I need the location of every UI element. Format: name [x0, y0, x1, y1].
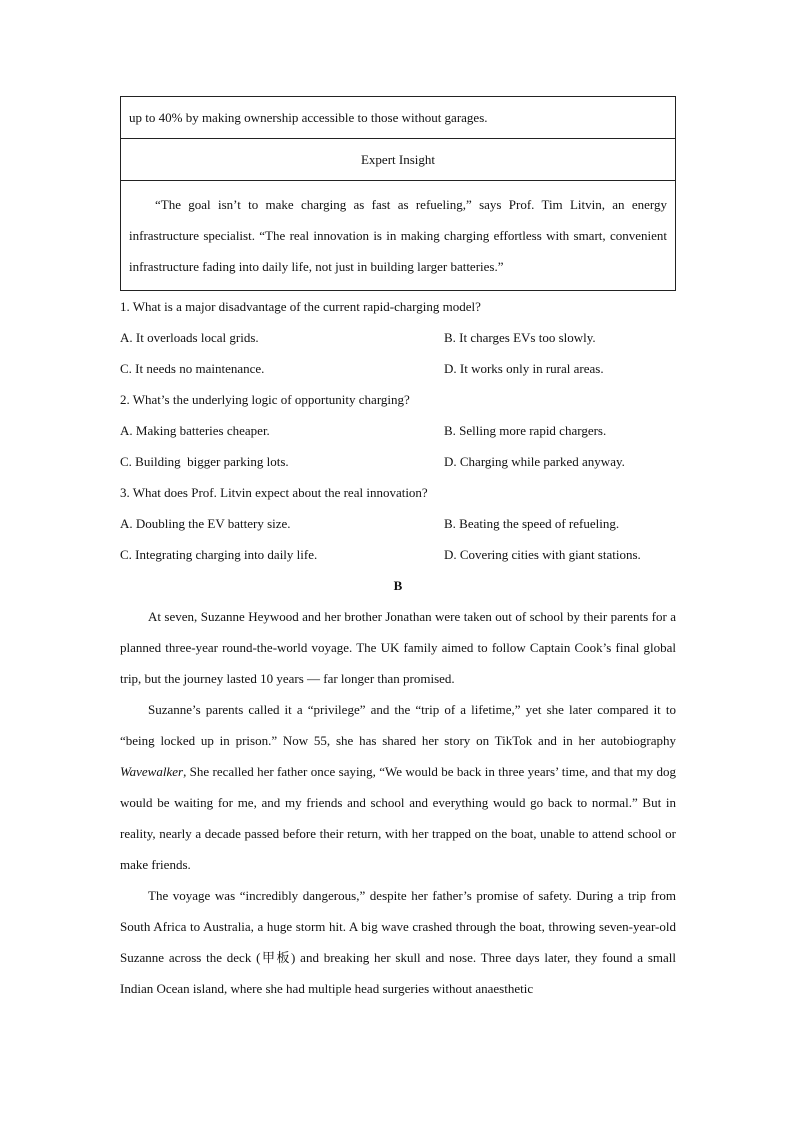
paragraph-3: The voyage was “incredibly dangerous,” despite her father’s promise of safety. During a trip from South Africa to Australia, a huge storm hit. A big wave crashed through the boat, throwing seven-year-old Suzanne across the deck (甲板) and breaking her skull and nose. Three days later, they found a small Indian Ocean island, where she had multiple head surgeries without anaesthetic	[120, 888, 676, 996]
option-row	[120, 446, 676, 477]
question-2	[120, 384, 676, 477]
option-row	[120, 353, 676, 384]
option-c: C. Integrating charging into daily life.	[120, 547, 318, 562]
option-row	[120, 539, 676, 570]
option-row	[120, 415, 676, 446]
option-a: A. It overloads local grids.	[120, 330, 259, 345]
question-list	[120, 291, 676, 570]
option-b: B. It charges EVs too slowly.	[444, 330, 596, 345]
paragraph-2-text: Suzanne’s parents called it a “privilege” and the “trip of a lifetime,” yet she later compared it to “being locked up in prison.” Now 55, she has shared her story on TikTok and in her autobiography	[120, 702, 676, 748]
document-page	[120, 96, 676, 1004]
option-d: D. Covering cities with giant stations.	[444, 547, 641, 562]
option-row	[120, 322, 676, 353]
option-c: C. Building bigger parking lots.	[120, 454, 289, 469]
question-1	[120, 291, 676, 384]
option-a: A. Making batteries cheaper.	[120, 423, 270, 438]
info-table	[120, 96, 676, 291]
expert-quote: “The goal isn’t to make charging as fast as refueling,” says Prof. Tim Litvin, an energy infrastructure specialist. “The real innovation is in making charging effortless with smart, convenient infrastructure fading into daily life, not just in building larger batteries.”	[121, 181, 676, 291]
option-row	[120, 508, 676, 539]
question-stem: 1. What is a major disadvantage of the current rapid-charging model?	[120, 299, 481, 314]
option-a: A. Doubling the EV battery size.	[120, 516, 291, 531]
question-stem: 2. What’s the underlying logic of opportunity charging?	[120, 392, 410, 407]
option-c: C. It needs no maintenance.	[120, 361, 265, 376]
table-row: up to 40% by making ownership accessible to those without garages.	[121, 97, 676, 139]
table-heading: Expert Insight	[121, 139, 676, 181]
option-b: B. Beating the speed of refueling.	[444, 516, 620, 531]
paragraph-2	[120, 694, 676, 880]
option-b: B. Selling more rapid chargers.	[444, 423, 607, 438]
option-d: D. Charging while parked anyway.	[444, 454, 625, 469]
book-title: Wavewalker	[120, 764, 184, 779]
option-d: D. It works only in rural areas.	[444, 361, 604, 376]
section-label: B	[393, 578, 403, 593]
paragraph-1: At seven, Suzanne Heywood and her brother Jonathan were taken out of school by their parents for a planned three-year round-the-world voyage. The UK family aimed to follow Captain Cook’s final global trip, but the journey lasted 10 years — far longer than promised.	[120, 609, 676, 686]
paragraph-2-text-cont: , She recalled her father once saying, “We would be back in three years’ time, and that my dog would be waiting for me, and my friends and school and everything would go back to normal.” But in reality, nearly a decade passed before their return, with her trapped on the boat, unable to attend school or make friends.	[120, 764, 676, 872]
question-stem: 3. What does Prof. Litvin expect about the real innovation?	[120, 485, 428, 500]
question-3	[120, 477, 676, 570]
